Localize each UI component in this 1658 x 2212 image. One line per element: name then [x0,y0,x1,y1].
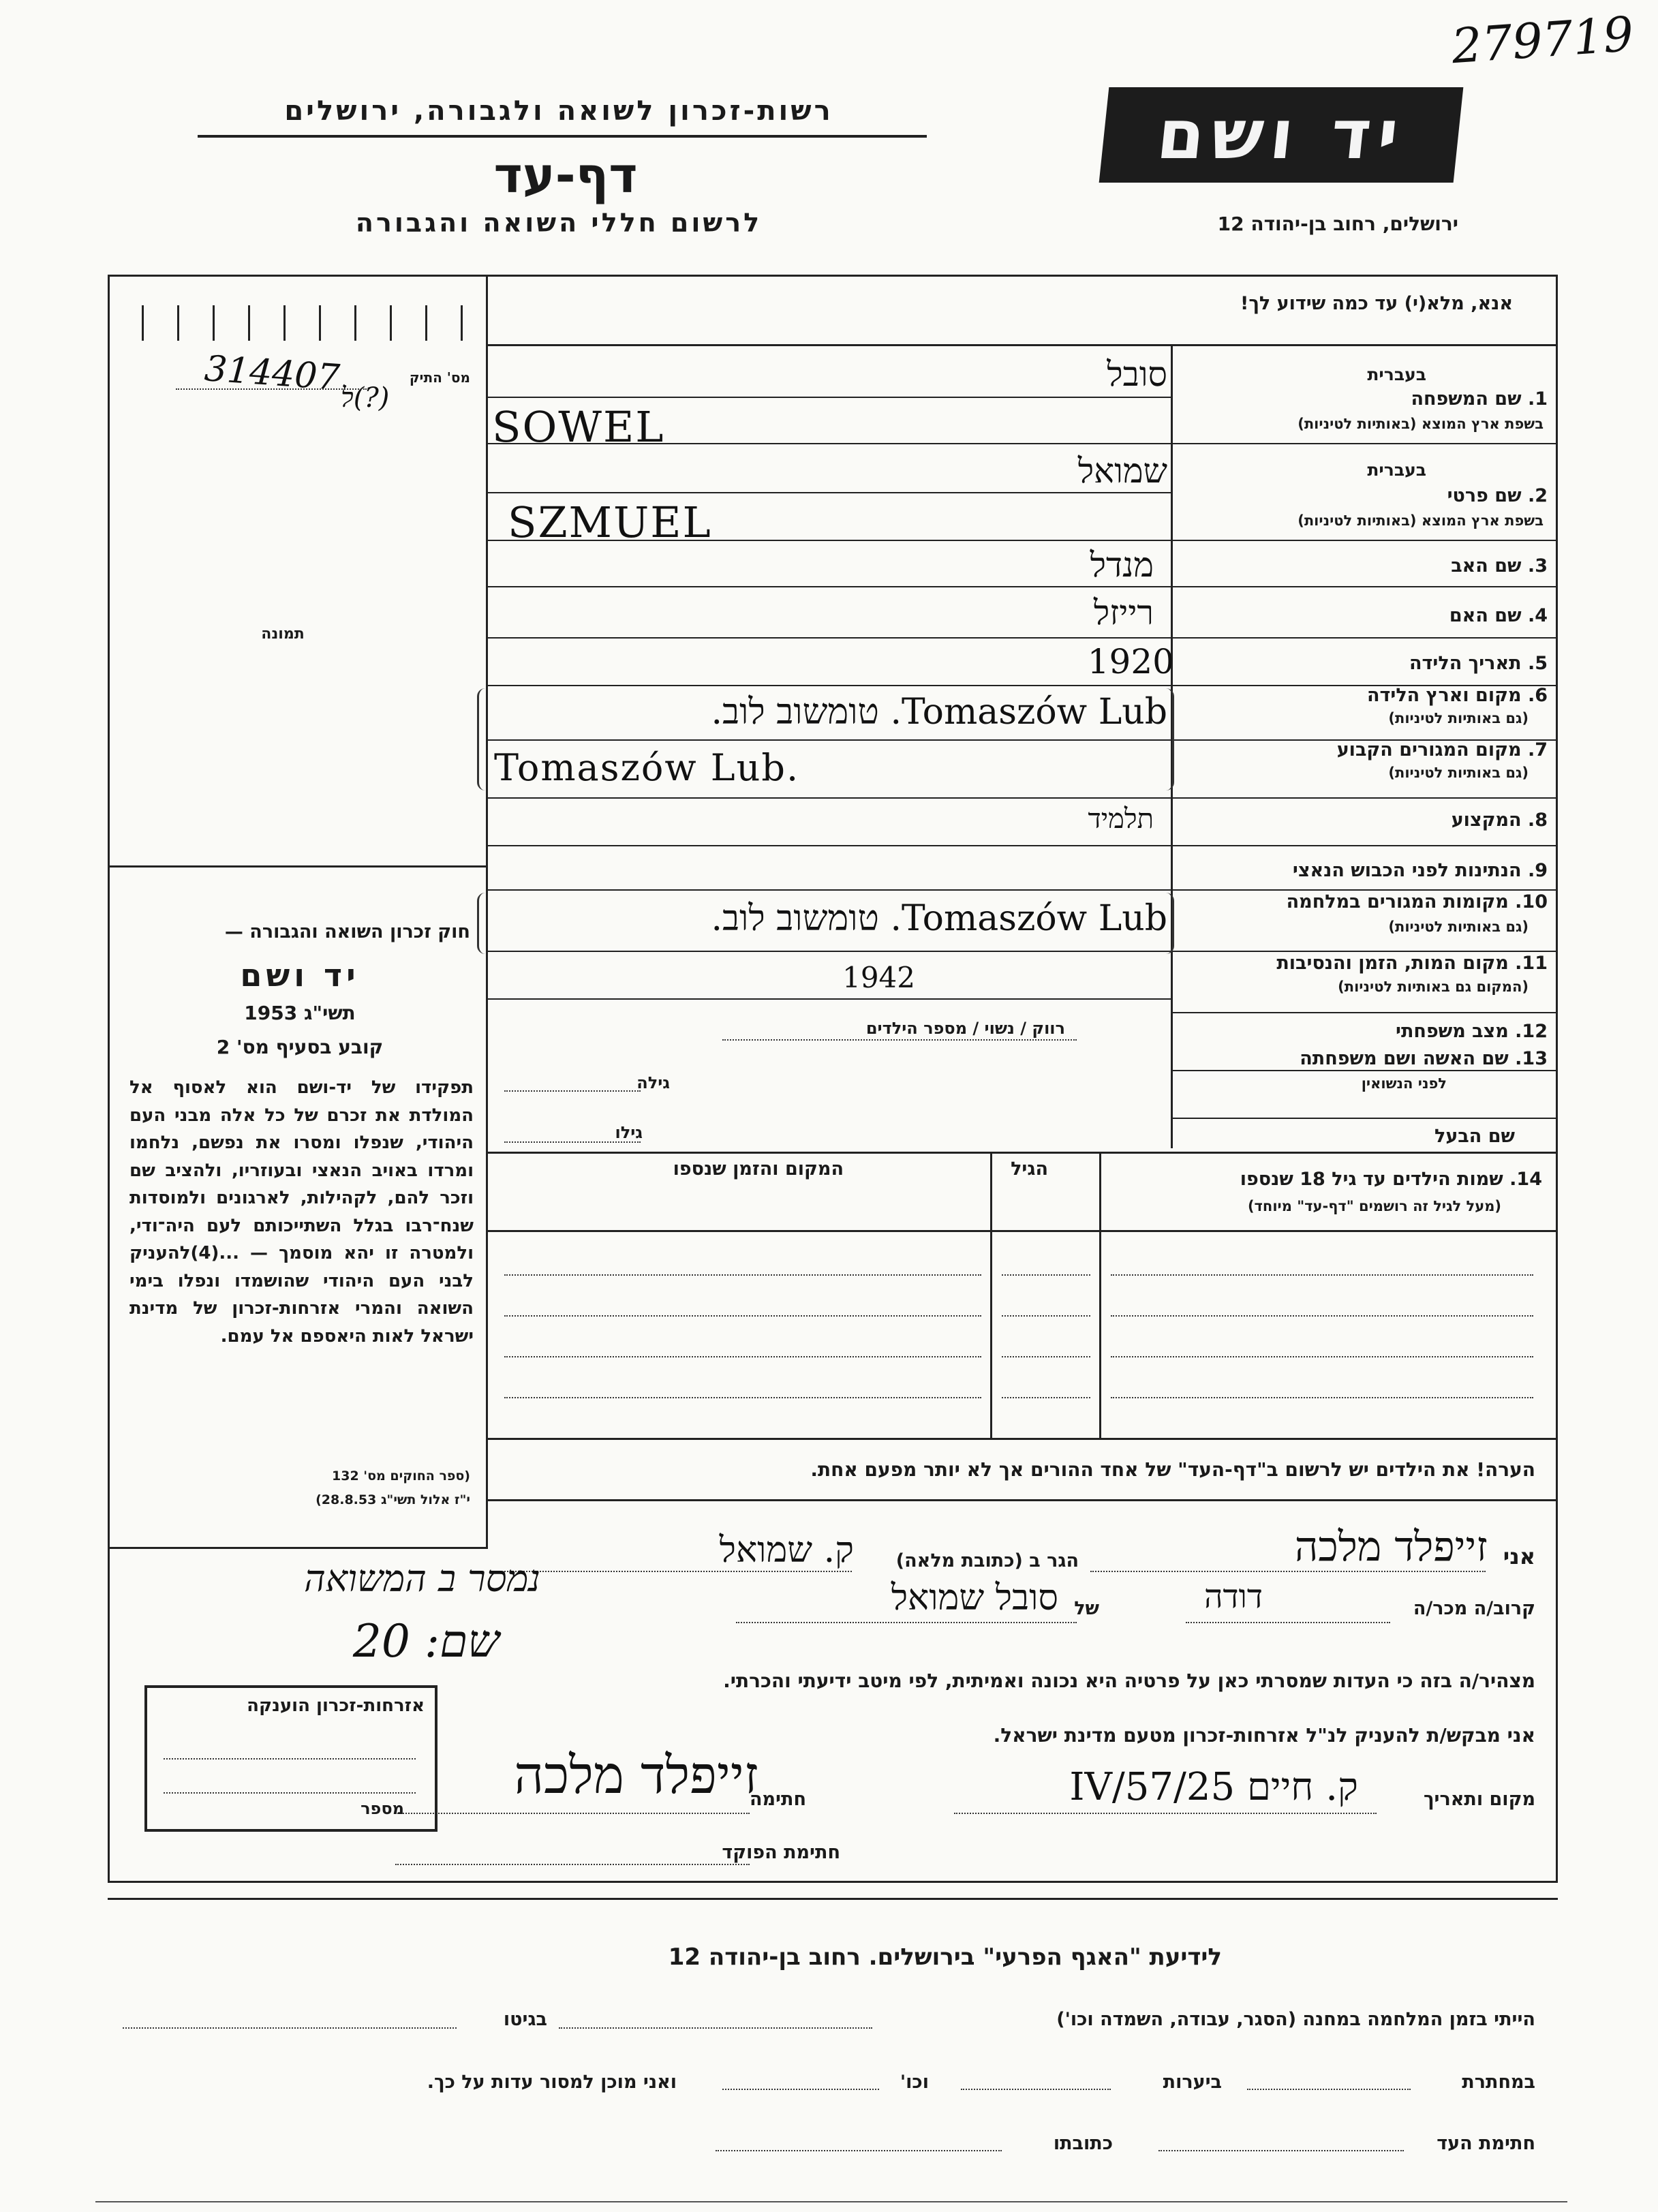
children-row-line [1002,1356,1090,1357]
field-10-sub: (גם באותיות לטיניות) [1388,919,1529,935]
footer-line2-c: וכו' [900,2072,929,2093]
decl-relative-value: דודה [1203,1578,1263,1616]
law-clause: קובע בסעיף מס' 2 [216,1036,384,1058]
children-bottom [486,1438,1558,1440]
side-bottom-line [108,1547,488,1549]
label-row-line [1171,637,1558,639]
decl-i-line [1090,1571,1486,1572]
citizenship-box-label: אזרחות-זכרון הוענקה [247,1695,425,1716]
decl-place-date-line [954,1813,1377,1814]
footer-line2-blank-3 [722,2089,879,2090]
row-line [486,951,1171,952]
wife-age-line [504,1090,641,1092]
row-line [486,685,1171,686]
children-age-col: הגיל [1011,1158,1048,1180]
field-1-hebrew-value: סובל [1107,354,1167,394]
field-10-value: Tomaszów Lub. טומשוב לוב. [711,898,1167,939]
footer-line2-blank-2 [961,2089,1111,2090]
footer-top [108,1898,1558,1900]
footer-line3-b: כתובתו [1053,2133,1113,2154]
field-2-latin-value: SZMUEL [508,497,712,547]
decl-signature-value: זייפלד מלכה [514,1745,758,1805]
marital-line [722,1039,1077,1041]
field-11-value: 1942 [842,961,915,994]
side-note-line-1: נמסר ב המשואה [304,1557,540,1600]
row-line [486,492,1171,493]
row-line [486,998,1171,1000]
field-13-label: 13. שם האשה ושם משפחתה [1300,1048,1548,1069]
children-note: הערה! את הילדים יש לרשום ב"דף-העד" של אחד ההורים אך לא יותר מפעם אחת. [810,1458,1535,1481]
field-4-label: 4. שם האם [1449,605,1548,626]
law-ref: (ספר החוקים מס' 132 [332,1469,470,1484]
header-address: ירושלים, רחוב בן-יהודה 12 [1217,213,1458,235]
field-11-label: 11. מקום המות, הזמן והנסיבות [1276,953,1548,974]
citizenship-box-line-2 [164,1792,416,1794]
footer-line1-blank-2 [123,2027,457,2029]
decl-of-label: של [1074,1598,1099,1619]
children-col-divider-2 [1099,1152,1101,1438]
husband-age-label: גילו [615,1123,643,1142]
label-row-line [1171,797,1558,799]
form-title: דף-עד [493,147,638,204]
children-row-line [1111,1315,1533,1317]
children-row-line [504,1397,981,1398]
children-row-line [1002,1397,1090,1398]
row-line [486,397,1171,398]
children-row-line [1002,1274,1090,1276]
decl-residing-line [504,1571,852,1572]
hebrew-tag-2: בעברית [1367,460,1426,480]
footer-line2-b: ביערות [1163,2072,1222,2093]
children-label: 14. שמות הילדים עד גיל 18 שנספו [1240,1169,1542,1190]
row-line [486,739,1171,741]
decl-place-date-value: ק. חיים 25/IV/57 [1069,1765,1358,1809]
children-row-line [1111,1274,1533,1276]
law-title: חוק זכרון השואה והגבורה — [224,921,470,942]
decl-signature-label: חתימה [749,1789,806,1810]
field-13-sub: לפני הנשואין [1361,1075,1447,1092]
footer-line3-a: חתימת העד [1437,2133,1535,2154]
footer-line1-b: בגיטו [503,2009,547,2030]
footer-line2-a: במחתרת [1462,2072,1535,2093]
side-note-line-2: שם: 20 [352,1615,500,1668]
footer-line3-blank-2 [716,2150,1002,2151]
law-name: יד ושם [240,957,360,994]
footer-line1-blank [559,2027,872,2029]
children-header-bottom [486,1230,1558,1232]
footer-line1-a: הייתי בזמן המלחמה במחנה (הסגר, עבודה, השמדה וכו') [1056,2009,1535,2030]
field-8-value: תלמיד [1088,803,1154,835]
yad-vashem-logo [1099,87,1464,183]
field-2-sub: בשפת ארץ המוצא (באותיות לטיניות) [1298,512,1544,529]
footer-line3-blank-1 [1158,2150,1404,2151]
children-row-line [1111,1397,1533,1398]
field-6-sub: (גם באותיות לטיניות) [1388,710,1529,726]
marital-options: רווק / נשוי / מספר הילדים [865,1019,1065,1038]
decl-signature-line [395,1813,750,1814]
instruction-line [486,344,1558,346]
footer-title: לידיעת "האגף הפרעי" בירושלים. רחוב בן-יהודה 12 [668,1944,1222,1971]
page-bottom-edge [95,2201,1567,2202]
photo-bottom-line [109,865,486,867]
field-3-value: מנדל [1090,545,1154,585]
side-number-value: 314407 [203,348,341,399]
decl-statement: מצהיר/ה בזה כי העדות שמסרתי כאן על פרטיה היא נכונה ואמיתית, לפי מיטב ידיעתי והכרתי. [723,1670,1535,1692]
decl-residing-value: ק. שמואל [719,1530,854,1571]
citizenship-box-number: מספר [360,1799,404,1818]
field-2-hebrew-value: שמואל [1077,451,1167,491]
field-2-label: 2. שם פרטי [1447,485,1548,506]
field-10-label: 10. מקומות המגורים במלחמה [1286,891,1548,912]
children-top [486,1152,1558,1154]
husband-label: שם הבעל [1434,1126,1515,1147]
decl-request: אני מבקש/ת להעניק לנ"ל אזרחות-זכרון מטעם מדינת ישראל. [993,1724,1535,1747]
footer-line2-d: ואני מוכן למסור עדות על כך. [427,2072,677,2093]
children-row-line [504,1356,981,1357]
children-place-col: המקום והזמן שנספו [673,1158,844,1180]
bracket-right [1158,688,1174,790]
side-number-label: מס' התיק [409,369,470,386]
field-5-label: 5. תאריך הלידה [1409,653,1548,674]
org-name: רשות-זכרון לשואה ולגבורה, ירושלים [284,95,833,127]
footer-line2-blank-1 [1247,2089,1411,2090]
bracket-left [477,688,493,790]
decl-place-date-label: מקום ותאריך [1423,1789,1535,1810]
field-3-label: 3. שם האב [1451,555,1548,577]
label-row-line [1171,540,1558,541]
field-1-label: 1. שם המשפחה [1411,388,1548,410]
decl-official-label: חתימת הפוקד [722,1842,840,1863]
children-row-line [1002,1315,1090,1317]
children-row-line [504,1274,981,1276]
logo-text: יד ושם [1153,95,1409,174]
field-1-latin-value: SOWEL [492,402,665,452]
husband-age-line [504,1141,641,1143]
row-line [486,797,1171,799]
label-row-line [1171,443,1558,444]
row-line [486,889,1171,891]
label-row-line [1171,951,1558,952]
note-bottom [486,1499,1558,1501]
form-subtitle: לרשום חללי השואה והגבורה [355,208,763,238]
field-1-sub: בשפת ארץ המוצא (באותיות לטיניות) [1298,416,1544,432]
decl-i-value: זייפלד מלכה [1294,1523,1488,1571]
decl-relative-line [1186,1622,1390,1623]
decl-of-value: סובל שמואל [891,1578,1058,1618]
decl-i-label: אני [1503,1543,1535,1569]
label-row-line [1171,1012,1558,1013]
children-row-line [504,1315,981,1317]
label-row-line [1171,1118,1558,1119]
wife-age-label: גילה [636,1073,670,1092]
side-number-line [176,388,367,390]
label-row-line [1171,889,1558,891]
bracket-left-2 [477,893,493,954]
field-11-sub: (המקום גם באותיות לטיניות) [1338,979,1529,995]
label-row-line [1171,845,1558,846]
photo-label: תמונה [261,626,305,643]
row-line [486,586,1171,587]
field-7-value: Tomaszów Lub. [494,746,800,789]
field-8-label: 8. המקצוע [1451,810,1548,831]
field-6-value: Tomaszów Lub. טומשוב לוב. [711,692,1167,733]
children-row-line [1111,1356,1533,1357]
instruction: אנא, מלא(י) עד כמה שידוע לך! [1240,293,1513,314]
field-9-label: 9. הנתינות לפני הכבוש הנאצי [1292,860,1548,881]
decl-relative-label: קרוב/ה מכר/ה [1413,1598,1535,1619]
decl-residing-label: הגר ב (כתובת מלאה) [895,1550,1079,1571]
row-line [486,637,1171,639]
label-row-line [1171,1070,1558,1071]
field-7-sub: (גם באותיות לטיניות) [1388,765,1529,781]
field-7-label: 7. מקום המגורים הקבוע [1336,739,1548,761]
law-ref-2: י"ז אלול תשי"ג 28.8.53) [316,1492,470,1507]
children-sub: (מעל לגיל זה רושמים "דף-עד" מיוחד) [1247,1198,1501,1214]
bracket-right-2 [1158,893,1174,954]
archive-number: 279719 [1449,5,1636,75]
children-col-divider-1 [990,1152,992,1438]
field-6-label: 6. מקום וארץ הלידה [1366,685,1548,706]
side-number-note: ל(?) [341,382,390,414]
hebrew-tag-1: בעברית [1367,365,1426,384]
tick-marks [142,305,474,341]
org-underline [198,135,927,138]
citizenship-box-line-1 [164,1758,416,1760]
field-12-label: 12. מצב משפחתי [1396,1021,1548,1042]
label-row-line [1171,586,1558,587]
decl-of-line [736,1622,1077,1623]
field-4-value: רייזל [1093,593,1154,632]
law-year: תשי"ג 1953 [244,1002,356,1024]
row-line [486,845,1171,846]
field-5-value: 1920 [1087,642,1174,681]
law-text: תפקידו של יד-ושם הוא לאסוף אל המולדת את זכרם של כל אלה מבני העם היהודי, שנפלו ומסרו את נפשם, נלחמו ומרדו באויב הנאצי ובעוזריו, ולהציב שם וזכר להם, לקהילות, לארגונים ולמוסדות שנח־רבו בגלל השתייכותם לעם היה־ודי, ולמטרה זו יהא מוסמך — ...(4)להעניק לבני העם היהודי שהושמדו ונפלו בימי השואה והמרי אזרחות-זכרון של מדינת ישראל לאות היאספם אל עמם. [129,1077,474,1347]
decl-official-line [395,1864,750,1865]
